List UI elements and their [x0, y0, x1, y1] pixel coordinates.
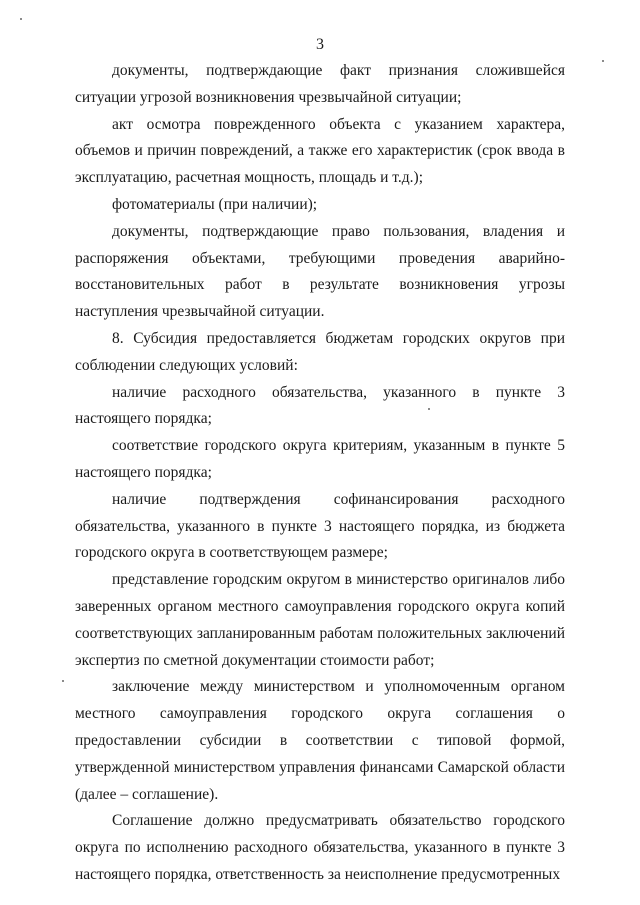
paragraph-8: наличие подтверждения софинансирования расходного обязательства, указанного в пункте 3 настоящего порядка, из бюджета городского округа в соответствующем размере;	[75, 490, 565, 562]
paragraph-9: представление городским округом в министерство оригиналов либо заверенных органом местного самоуправления городского округа копий соответствующих запланированным работам положительных заключений экспертиз по сметной документации стоимости работ;	[75, 571, 565, 669]
paragraph-10: заключение между министерством и уполномоченным органом местного самоуправления городского округа соглашения о предоставлении субсидии в соответствии с типовой формой, утвержденной министерством управления финансами Самарской области (далее – соглашение).	[75, 678, 565, 803]
scan-speck	[62, 680, 64, 682]
paragraph-2: акт осмотра поврежденного объекта с указанием характера, объемов и причин повреждений, а также его характеристик (срок ввода в эксплуатацию, расчетная мощность, площадь и т.д.);	[75, 115, 565, 187]
document-body	[75, 58, 565, 889]
paragraph-1: документы, подтверждающие факт признания сложившейся ситуации угрозой возникновения чрезвычайной ситуации;	[75, 62, 565, 106]
paragraph-4: документы, подтверждающие право пользования, владения и распоряжения объектами, требующими проведения аварийно-восстановительных работ в результате возникновения угрозы наступления чрезвычайной ситуации.	[75, 222, 565, 321]
paragraph-5: 8. Субсидия предоставляется бюджетам городских округов при соблюдении следующих условий:	[75, 329, 565, 374]
paragraph-3: фотоматериалы (при наличии);	[112, 195, 318, 213]
scan-speck	[428, 408, 430, 410]
paragraph-7: соответствие городского округа критериям, указанным в пункте 5 настоящего порядка;	[75, 437, 565, 481]
scan-speck	[602, 60, 604, 62]
paragraph-6: наличие расходного обязательства, указанного в пункте 3 настоящего порядка;	[75, 383, 565, 428]
paragraph-11: Соглашение должно предусматривать обязательство городского округа по исполнению расходного обязательства, указанного в пункте 3 настоящего порядка, ответственность за неисполнение предусмотренных	[75, 812, 565, 883]
scan-speck	[20, 18, 22, 20]
page-number: 3	[316, 36, 324, 53]
